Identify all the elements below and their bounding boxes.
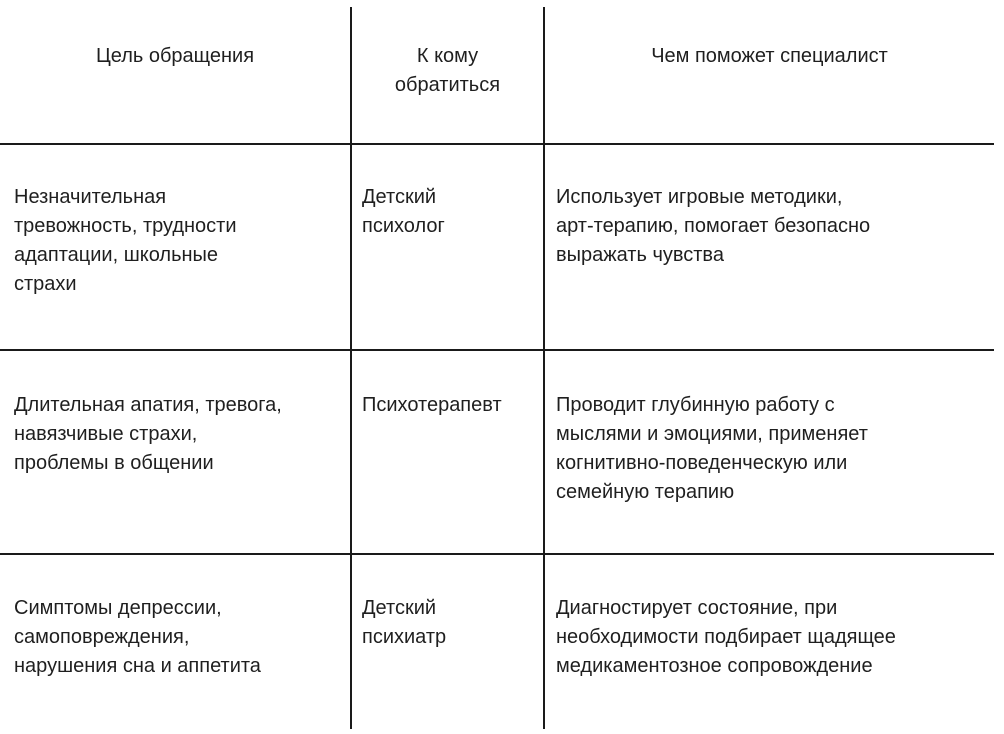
header-who: К кому обратиться — [394, 45, 501, 96]
row-divider-3 — [0, 553, 994, 555]
row-3-help: Диагностирует состояние, при необходимости подбирает щадящее медикаментозное сопровождение — [556, 597, 896, 677]
row-3-goal: Симптомы депрессии, самоповреждения, нарушения сна и аппетита — [14, 597, 261, 677]
row-1-who: Детский психолог — [362, 186, 445, 237]
header-goal: Цель обращения — [95, 45, 255, 67]
row-3-who: Детский психиатр — [362, 597, 447, 648]
row-1-help: Использует игровые методики, арт-терапию, помогает безопасно выражать чувства — [556, 186, 871, 266]
column-divider-1 — [350, 7, 352, 729]
row-2-help: Проводит глубинную работу с мыслями и эмоциями, применяет когнитивно-поведенческую или семейную терапию — [556, 394, 868, 503]
column-divider-2 — [543, 7, 545, 729]
row-divider-2 — [0, 349, 994, 351]
row-2-goal: Длительная апатия, тревога, навязчивые страхи, проблемы в общении — [14, 394, 282, 474]
row-1-goal: Незначительная тревожность, трудности адаптации, школьные страхи — [14, 186, 237, 295]
row-divider-1 — [0, 143, 994, 145]
row-2-who: Психотерапевт — [362, 394, 502, 416]
header-help: Чем поможет специалист — [651, 45, 888, 67]
